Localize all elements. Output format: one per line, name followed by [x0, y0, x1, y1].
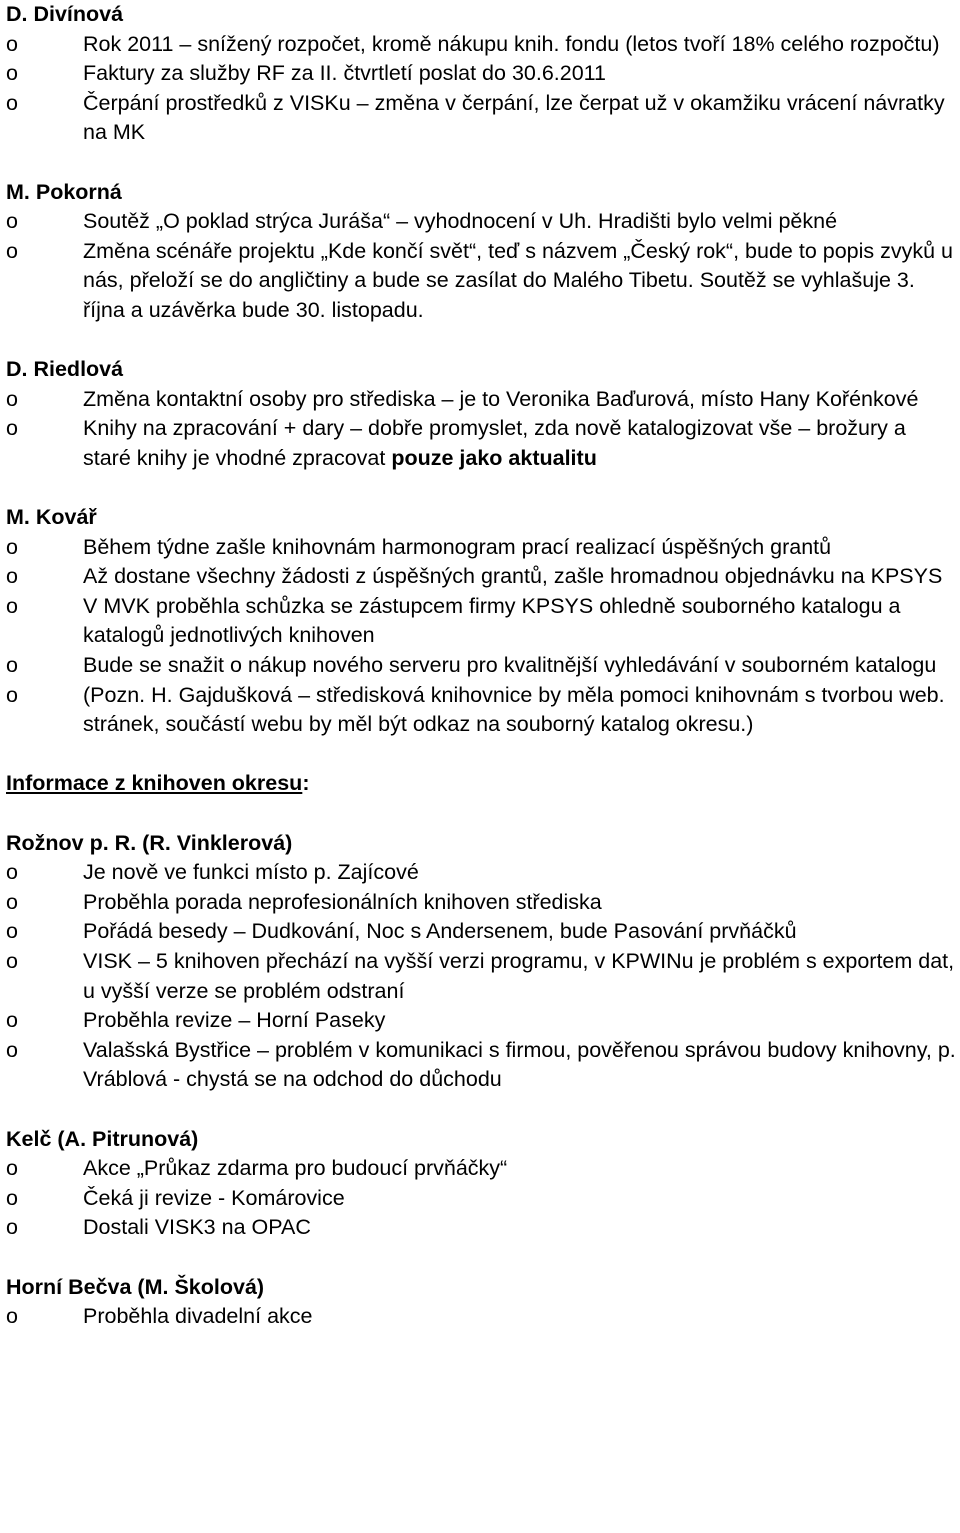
list-item: o (Pozn. H. Gajdušková – středisková knihovnice by měla pomoci knihovnám s tvorbou web. stránek, součástí webu by měl být odkaz na souborný katalog okresu.): [6, 682, 945, 737]
bullet-icon: o: [6, 1156, 18, 1181]
bullet-icon: o: [6, 534, 18, 559]
list-item: o Čerpání prostředků z VISKu – změna v čerpání, lze čerpat už v okamžiku vrácení návratky na MK: [6, 90, 945, 145]
bullet-icon: o: [6, 1185, 18, 1210]
list-item: o Soutěž „O poklad strýca Juráša“ – vyhodnocení v Uh. Hradišti bylo velmi pěkné: [6, 207, 958, 237]
bullet-icon: o: [6, 593, 18, 618]
list-item: o Změna kontaktní osoby pro střediska – je to Veronika Baďurová, místo Hany Kořénkové: [6, 385, 958, 415]
section-heading: Rožnov p. R. (R. Vinklerová): [6, 830, 293, 855]
bullet-icon: o: [6, 564, 18, 589]
bullet-icon: o: [6, 238, 18, 263]
list-item: o Čeká ji revize - Komárovice: [6, 1184, 958, 1214]
list-item: o Knihy na zpracování + dary – dobře promyslet, zda nově katalogizovat vše – brožury a staré knihy je vhodné zpracovat pouze jako aktualitu: [6, 416, 906, 470]
section-riedlova: [6, 355, 958, 473]
bullet-icon: o: [6, 416, 18, 441]
list-item: o Pořádá besedy – Dudkování, Noc s Andersenem, bude Pasování prvňáčků: [6, 917, 958, 947]
section-heading: D. Divínová: [6, 2, 124, 26]
bullet-icon: o: [6, 682, 18, 707]
section-kovar: [6, 503, 958, 740]
bullet-icon: o: [6, 31, 18, 56]
bullet-icon: o: [6, 90, 18, 115]
list-item: o Valašská Bystřice – problém v komunikaci s firmou, pověřenou správou budovy knihovny, p. Vráblová - chystá se na odchod do důchodu: [6, 1037, 956, 1092]
emphasis-text: pouze jako aktualitu: [391, 445, 597, 470]
list-item: o Dostali VISK3 na OPAC: [6, 1213, 958, 1243]
bullet-icon: o: [6, 889, 18, 914]
section-heading: Horní Bečva (M. Školová): [6, 1274, 265, 1299]
section-heading: Kelč (A. Pitrunová): [6, 1126, 199, 1151]
bullet-icon: o: [6, 1215, 18, 1240]
list-item: o V MVK proběhla schůzka se zástupcem firmy KPSYS ohledně souborného katalogu a katalogů jednotlivých knihoven: [6, 593, 901, 648]
section-horni-becva: [6, 1273, 958, 1332]
section-pokorna: [6, 178, 958, 326]
list-item: o Je nově ve funkci místo p. Zajícové: [6, 858, 958, 888]
list-item: o Proběhla porada neprofesionálních knihoven střediska: [6, 888, 958, 918]
section-roznov: [6, 829, 958, 1095]
list-item: o Akce „Průkaz zdarma pro budoucí prvňáčky“: [6, 1154, 958, 1184]
bullet-icon: o: [6, 1037, 18, 1062]
bullet-icon: o: [6, 1008, 18, 1033]
section-heading: D. Riedlová: [6, 357, 124, 382]
bullet-icon: o: [6, 653, 18, 678]
section-heading: M. Kovář: [6, 505, 97, 530]
section-divinova: [6, 0, 958, 148]
list-item: o Faktury za služby RF za II. čtvrtletí poslat do 30.6.2011: [6, 59, 958, 89]
list-item: o VISK – 5 knihoven přechází na vyšší verzi programu, v KPWINu je problém s exportem dat, u vyšší verze se problém odstraní: [6, 949, 955, 1003]
list-item: o Změna scénáře projektu „Kde končí svět“, teď s názvem „Český rok“, bude to popis zvyků u nás, přeloží se do angličtiny a bude se zasílat do Malého Tibetu. Soutěž se vyhlašuje 3. října a uzávěrka bude 30. listopadu.: [6, 238, 954, 322]
bullet-icon: o: [6, 386, 18, 411]
bullet-icon: o: [6, 61, 18, 86]
list-item: o Proběhla revize – Horní Paseky: [6, 1006, 958, 1036]
list-item: o Bude se snažit o nákup nového serveru pro kvalitnější vyhledávání v souborném katalogu: [6, 651, 958, 681]
bullet-icon: o: [6, 949, 18, 973]
bullet-icon: o: [6, 1304, 18, 1329]
section-heading: M. Pokorná: [6, 179, 122, 204]
bullet-icon: o: [6, 209, 18, 234]
list-item: o Až dostane všechny žádosti z úspěšných grantů, zašle hromadnou objednávku na KPSYS: [6, 562, 958, 592]
bullet-icon: o: [6, 919, 18, 944]
info-heading: Informace z knihoven okresu:: [6, 771, 310, 796]
list-item: o Během týdne zašle knihovnám harmonogram prací realizací úspěšných grantů: [6, 533, 958, 563]
list-item: o Rok 2011 – snížený rozpočet, kromě nákupu knih. fondu (letos tvoří 18% celého rozpočtu): [6, 30, 958, 60]
bullet-icon: o: [6, 860, 18, 885]
section-kelc: [6, 1125, 958, 1243]
document-page: [6, 0, 958, 1332]
list-item: o Proběhla divadelní akce: [6, 1302, 958, 1332]
